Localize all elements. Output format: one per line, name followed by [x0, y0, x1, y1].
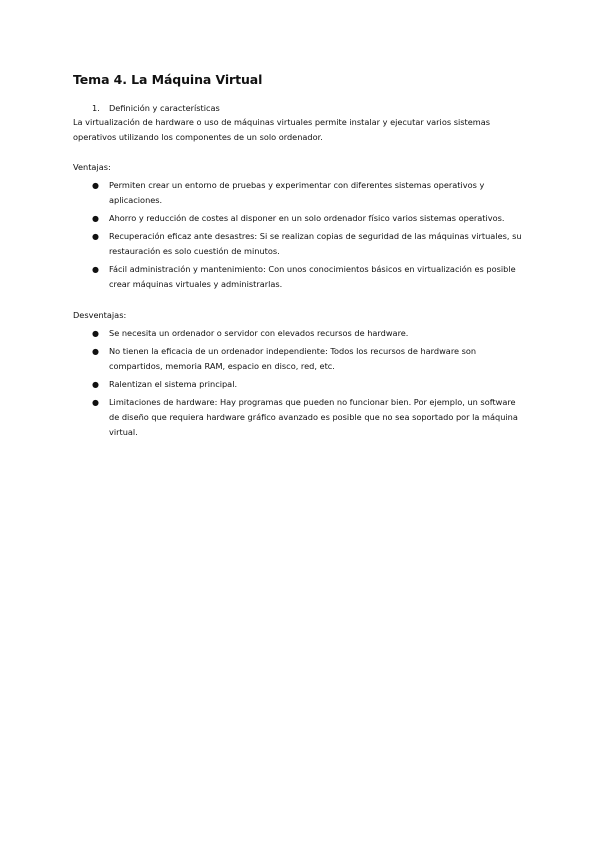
list-item: [73, 211, 523, 226]
list-item: [73, 377, 523, 392]
bullet-icon: ●: [92, 329, 99, 338]
document-content: [73, 72, 523, 456]
bullet-icon: ●: [92, 347, 99, 356]
ventajas-label: Ventajas:: [73, 162, 111, 172]
list-item: [73, 395, 523, 440]
bullet-icon: ●: [92, 181, 99, 190]
list-item: [73, 326, 523, 341]
list-item-text: Ralentizan el sistema principal.: [109, 379, 238, 389]
list-item-text: Fácil administración y mantenimiento: Con unos conocimientos básicos en virtualización es posible crear máquinas virtuales y administrarlas.: [109, 264, 516, 289]
list-item: [73, 229, 523, 259]
list-item-text: Recuperación eficaz ante desastres: Si se realizan copias de seguridad de las máquinas virtuales, su restauración es solo cuestión de minutos.: [109, 231, 522, 256]
list-item: [73, 178, 523, 208]
bullet-icon: ●: [92, 380, 99, 389]
list-item-text: Permiten crear un entorno de pruebas y experimentar con diferentes sistemas operativos y aplicaciones.: [109, 180, 485, 205]
bullet-icon: ●: [92, 398, 99, 407]
section-heading: [73, 103, 523, 113]
intro-paragraph: La virtualización de hardware o uso de máquinas virtuales permite instalar y ejecutar varios sistemas operativos utilizando los componentes de un solo ordenador.: [73, 117, 491, 142]
list-item-text: No tienen la eficacia de un ordenador independiente: Todos los recursos de hardware son compartidos, memoria RAM, espacio en disco, red, etc.: [109, 346, 477, 371]
list-item-text: Limitaciones de hardware: Hay programas que pueden no funcionar bien. Por ejemplo, un software de diseño que requiera hardware gráfico avanzado es posible que no sea soportado por la máquina virtual.: [109, 397, 518, 437]
section-heading-text: Definición y características: [109, 103, 220, 113]
ventajas-list: [73, 178, 523, 292]
list-item-text: Se necesita un ordenador o servidor con elevados recursos de hardware.: [109, 328, 409, 338]
bullet-icon: ●: [92, 214, 99, 223]
list-item: [73, 344, 523, 374]
list-item-text: Ahorro y reducción de costes al disponer en un solo ordenador físico varios sistemas operativos.: [109, 213, 505, 223]
list-item: [73, 262, 523, 292]
desventajas-list: [73, 326, 523, 440]
bullet-icon: ●: [92, 232, 99, 241]
desventajas-label: Desventajas:: [73, 310, 127, 320]
bullet-icon: ●: [92, 265, 99, 274]
document-title: Tema 4. La Máquina Virtual: [73, 72, 263, 87]
section-number: 1.: [92, 103, 100, 113]
